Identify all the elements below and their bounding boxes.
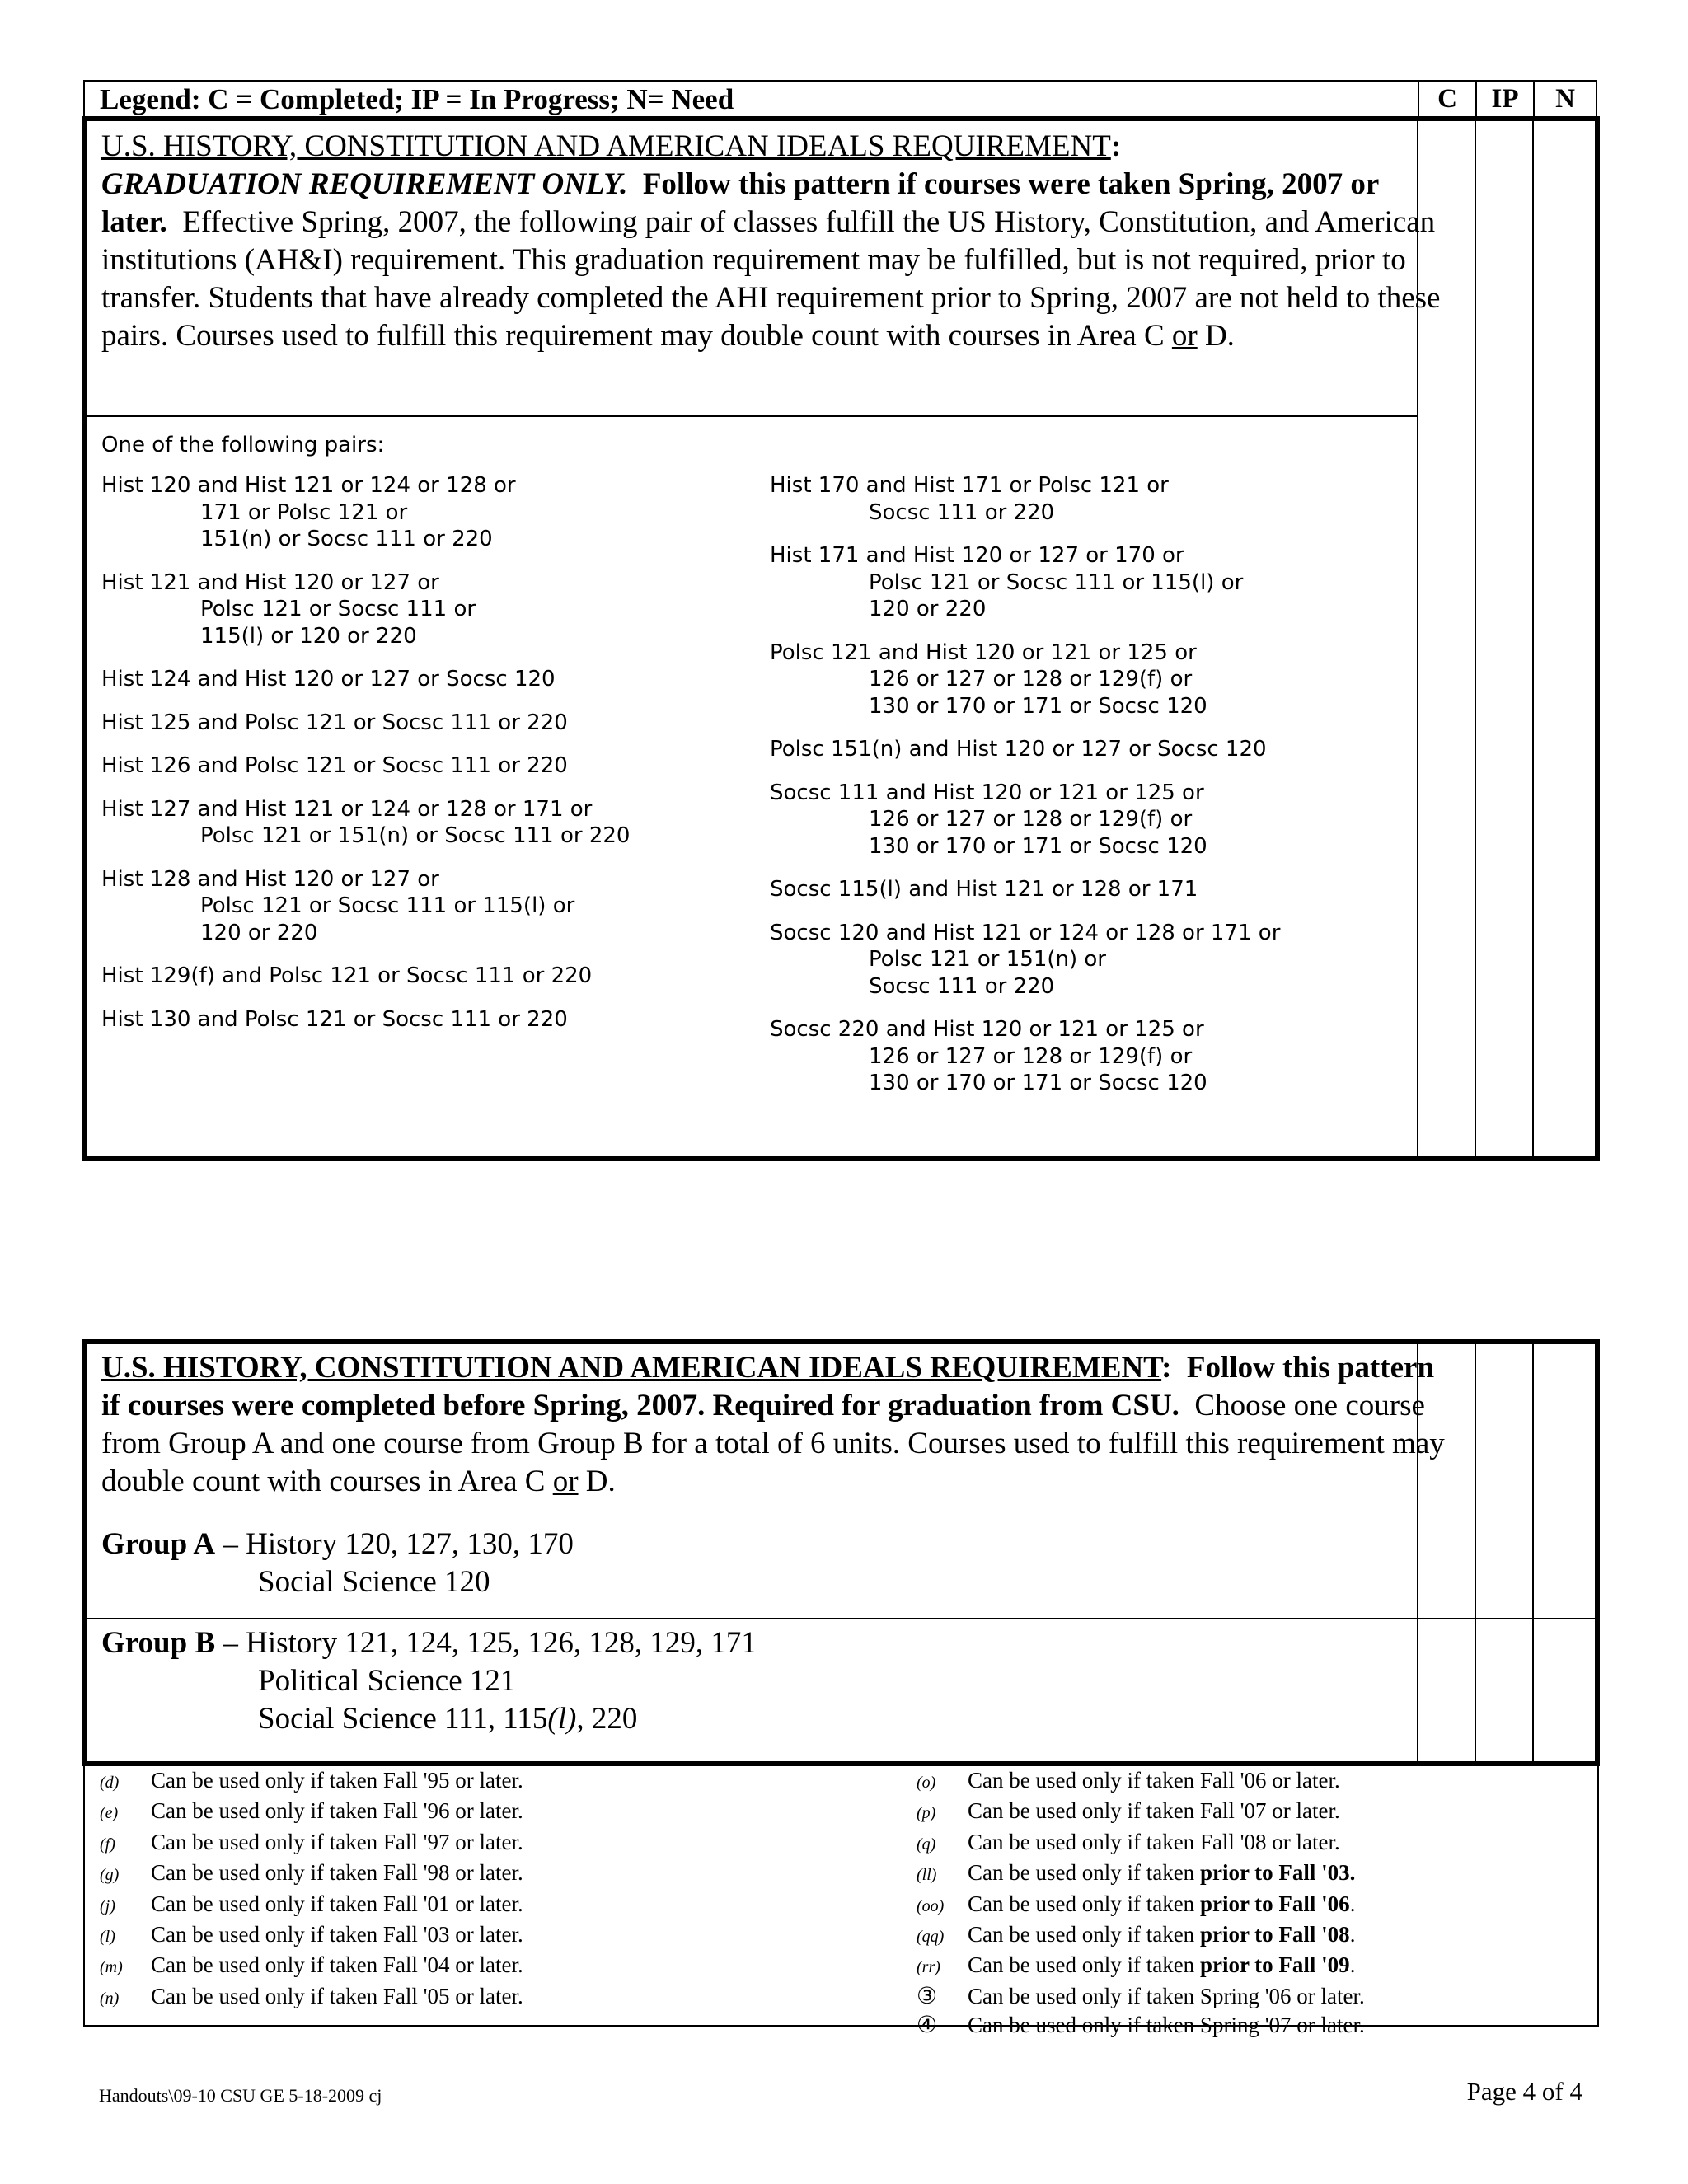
column-header-c: C <box>1418 82 1475 116</box>
footnote-text: Can be used only if taken Fall '07 or later. <box>968 1798 1340 1824</box>
footnote-text: Can be used only if taken Spring '06 or later. <box>968 1983 1365 2008</box>
course-pair-line: Hist 126 and Polsc 121 or Socsc 111 or 220 <box>101 753 568 778</box>
footnote-key: (d) <box>100 1774 120 1792</box>
footnote-emphasis: prior to Fall '06 <box>1199 1891 1350 1916</box>
footnote-row <box>85 1828 523 1858</box>
column-header-n: N <box>1533 82 1596 116</box>
course-pair-line: 126 or 127 or 128 or 129(f) or <box>869 1043 1193 1069</box>
section-divider <box>87 415 1418 417</box>
footnote-emphasis: prior to Fall '03. <box>1199 1860 1356 1886</box>
footnote-row <box>902 2011 1365 2040</box>
footnote-row <box>902 1858 1365 1889</box>
course-pair-line: Hist 130 and Polsc 121 or Socsc 111 or 220 <box>101 1006 568 1032</box>
section1-heading: U.S. HISTORY, CONSTITUTION AND AMERICAN IDEALS REQUIREMENT <box>101 129 1111 163</box>
course-pair-line: Polsc 121 or Socsc 111 or 115(l) or <box>200 893 575 918</box>
course-pair-line: Polsc 121 or Socsc 111 or 115(l) or <box>869 569 1244 595</box>
course-pair-line: Hist 127 and Hist 121 or 124 or 128 or 171 or <box>101 796 593 822</box>
course-pair <box>770 736 1429 763</box>
footnote-text: Can be used only if taken Fall '06 or later. <box>968 1768 1340 1793</box>
course-pair-line: 115(l) or 120 or 220 <box>200 623 417 649</box>
course-pair <box>101 710 761 737</box>
column-header-ip: IP <box>1475 82 1533 116</box>
section1-follow: Follow this pattern if courses were taken Spring, 2007 or later. <box>101 167 1379 239</box>
course-pair-line: 120 or 220 <box>200 920 318 945</box>
course-pair-line: 126 or 127 or 128 or 129(f) or <box>869 667 1193 691</box>
divider-n-column <box>1532 1344 1534 1761</box>
course-pair <box>770 472 1429 526</box>
page-number: Page 4 of 4 <box>1466 2077 1582 2106</box>
footnote-key: (g) <box>100 1866 120 1885</box>
footnote-key: ③ <box>917 1983 938 2009</box>
group-a-label: Group A <box>101 1527 216 1561</box>
footnote-row <box>85 1890 523 1920</box>
course-pair-line: 171 or Polsc 121 or <box>200 499 408 525</box>
course-pair-line: 130 or 170 or 171 or Socsc 120 <box>869 833 1207 859</box>
footnote-key: ④ <box>917 2013 938 2039</box>
course-pair-line: Socsc 111 or 220 <box>869 499 1055 525</box>
footnote-key: (m) <box>100 1958 123 1977</box>
section2-follow: Follow this pattern if courses were completed before Spring, 2007. Required for graduation from CSU. <box>101 1351 1435 1422</box>
course-pair <box>101 866 761 947</box>
course-pair-line: Socsc 120 and Hist 121 or 124 or 128 or 171 or <box>770 920 1281 945</box>
footnote-row <box>902 1920 1365 1951</box>
footnote-row <box>902 1766 1365 1797</box>
course-pair-line: 126 or 127 or 128 or 129(f) or <box>869 807 1193 832</box>
footnote-row <box>85 1858 523 1889</box>
footnote-row <box>85 1920 523 1951</box>
course-pair <box>101 1006 761 1033</box>
footer-file-path: Handouts\09-10 CSU GE 5-18-2009 cj <box>99 2085 382 2106</box>
divider-n-column <box>1532 121 1534 1156</box>
footnote-row <box>902 1797 1365 1827</box>
footnote-row <box>85 1982 523 2013</box>
footnote-emphasis: prior to Fall '08 <box>1199 1922 1350 1947</box>
course-pair-line: Polsc 121 and Hist 120 or 121 or 125 or <box>770 640 1197 665</box>
pairs-left-column <box>101 472 761 1049</box>
footnote-key: (e) <box>100 1804 119 1823</box>
course-pair-line: Polsc 151(n) and Hist 120 or 127 or Socsc 120 <box>770 737 1267 762</box>
course-pair-line: 120 or 220 <box>869 597 987 621</box>
pairs-title: One of the following pairs: <box>101 433 385 457</box>
divider-ip-column <box>1475 121 1476 1156</box>
legend-text: Legend: C = Completed; IP = In Progress; N= Need <box>100 83 734 115</box>
course-pair-line: Polsc 121 or 151(n) or <box>869 947 1106 972</box>
footnote-text: Can be used only if taken Fall '05 or later. <box>151 1983 523 2008</box>
section1-intro: U.S. HISTORY, CONSTITUTION AND AMERICAN IDEALS REQUIREMENT: GRADUATION REQUIREMENT ONLY. Follow this pattern if courses were taken Spring, 2007 or later. Effective Spring, 2007, the following pair of classes fulfill the US History, Constitution, and American institutions (AH&I) requirement. This graduation requirement may be fulfilled, but is not required, prior to transfer. Students that have already completed the AHI requirement prior to Spring, 2007 are not held to these pairs. Courses used to fulfill this requirement may double count with courses in Area C or D. <box>101 129 1441 353</box>
course-pair <box>770 876 1429 903</box>
footnote-row <box>902 1982 1365 2011</box>
course-pair-line: 151(n) or Socsc 111 or 220 <box>200 527 493 551</box>
group-b-history: History 121, 124, 125, 126, 128, 129, 171 <box>246 1626 757 1660</box>
legend-row <box>83 80 1597 118</box>
course-pair-line: Socsc 111 and Hist 120 or 121 or 125 or <box>770 780 1204 805</box>
course-pair-line: Hist 120 and Hist 121 or 124 or 128 or <box>101 473 516 498</box>
footnote-key: (j) <box>100 1896 115 1915</box>
group-a-history: History 120, 127, 130, 170 <box>246 1527 574 1561</box>
footnote-text: Can be used only if taken <box>968 1860 1200 1886</box>
course-pair-line: Hist 129(f) and Polsc 121 or Socsc 111 or 220 <box>101 963 593 988</box>
footnote-text: Can be used only if taken Fall '96 or later. <box>151 1798 523 1824</box>
group-divider <box>87 1618 1595 1619</box>
footnote-key: (ll) <box>917 1866 937 1885</box>
footnote-key: (qq) <box>917 1928 945 1947</box>
footnote-key: (l) <box>100 1928 115 1947</box>
divider-ip-column <box>1475 1344 1476 1761</box>
footnote-key: (oo) <box>917 1896 945 1915</box>
footnote-row <box>902 1951 1365 1981</box>
footnote-text: Can be used only if taken Spring '07 or later. <box>968 2013 1365 2038</box>
footnote-text: Can be used only if taken <box>968 1952 1200 1978</box>
footnote-text: Can be used only if taken Fall '01 or later. <box>151 1891 523 1916</box>
course-pair-line: Hist 170 and Hist 171 or Polsc 121 or <box>770 473 1169 498</box>
course-pair-line: Socsc 115(l) and Hist 121 or 128 or 171 <box>770 877 1198 902</box>
footnote-tail: . <box>1349 1922 1356 1947</box>
footnotes-left-column <box>85 1766 523 2013</box>
footnote-text: Can be used only if taken Fall '08 or later. <box>968 1829 1340 1854</box>
course-pair-line: Hist 125 and Polsc 121 or Socsc 111 or 220 <box>101 710 568 735</box>
section1-body: Effective Spring, 2007, the following pair of classes fulfill the US History, Constitution, and American institutions (AH&I) requirement. This graduation requirement may be fulfilled, but is not required, prior to transfer. Students that have already completed the AHI requirement prior to Spring, 2007 are not held to these pairs. Courses used to fulfill this requirement may double count with courses in Area C <box>101 205 1441 353</box>
footnote-row <box>85 1951 523 1981</box>
footnote-text: Can be used only if taken <box>968 1922 1200 1947</box>
course-pair-line: Polsc 121 or 151(n) or Socsc 111 or 220 <box>200 823 631 848</box>
course-pair <box>101 472 761 553</box>
course-pair <box>101 569 761 650</box>
section-pre-2007-requirement <box>82 1339 1600 1766</box>
course-pair <box>101 666 761 693</box>
section2-intro: U.S. HISTORY, CONSTITUTION AND AMERICAN IDEALS REQUIREMENT: Follow this pattern if courses were completed before Spring, 2007. Required for graduation from CSU. Choose one course from Group A and one course from Group B for a total of 6 units. Courses used to fulfill this requirement may double count with courses in Area C or D. <box>101 1351 1445 1498</box>
footnote-key: (o) <box>917 1774 936 1792</box>
course-pair <box>770 920 1429 1001</box>
course-pair-line: Hist 171 and Hist 120 or 127 or 170 or <box>770 543 1184 568</box>
footnote-text: Can be used only if taken Fall '98 or later. <box>151 1860 523 1886</box>
section-post-2007-requirement <box>82 116 1600 1161</box>
footnote-row <box>902 1828 1365 1858</box>
footnote-tail: . <box>1349 1891 1356 1916</box>
footnote-text: Can be used only if taken <box>968 1891 1200 1916</box>
course-pair <box>101 963 761 990</box>
course-pair-line: Polsc 121 or Socsc 111 or <box>200 597 476 621</box>
course-pair-line: Socsc 220 and Hist 120 or 121 or 125 or <box>770 1017 1204 1042</box>
group-a-social-science: Social Science 120 <box>258 1565 490 1599</box>
footnote-row <box>85 1797 523 1827</box>
pairs-right-column <box>770 472 1429 1113</box>
footnote-key: (f) <box>100 1835 115 1854</box>
course-pair <box>770 1016 1429 1097</box>
footnote-emphasis: prior to Fall '09 <box>1199 1952 1350 1978</box>
course-pair-line: 130 or 170 or 171 or Socsc 120 <box>869 693 1207 719</box>
group-a: Group A – History 120, 127, 130, 170 Social Science 120 <box>101 1526 574 1601</box>
footnotes-box <box>83 1765 1599 2039</box>
graduation-only: GRADUATION REQUIREMENT ONLY. <box>101 167 628 201</box>
group-b: Group B – History 121, 124, 125, 126, 128, 129, 171 Political Science 121 Social Science 111, 115(l), 220 <box>101 1624 757 1738</box>
footnote-text: Can be used only if taken Fall '95 or later. <box>151 1768 523 1793</box>
section2-heading: U.S. HISTORY, CONSTITUTION AND AMERICAN IDEALS REQUIREMENT <box>101 1351 1162 1385</box>
course-pair-line: Socsc 111 or 220 <box>869 973 1055 999</box>
footnote-text: Can be used only if taken Fall '03 or later. <box>151 1922 523 1947</box>
course-pair-line: 130 or 170 or 171 or Socsc 120 <box>869 1071 1207 1095</box>
section2-body: Choose one course from Group A and one course from Group B for a total of 6 units. Courses used to fulfill this requirement may double count with courses in Area C <box>101 1389 1445 1498</box>
course-pair-line: Hist 121 and Hist 120 or 127 or <box>101 569 439 595</box>
course-pair <box>770 640 1429 720</box>
group-b-label: Group B <box>101 1626 216 1660</box>
footnote-key: (p) <box>917 1804 936 1823</box>
footnote-key: (rr) <box>917 1958 940 1977</box>
footnote-key: (n) <box>100 1989 120 2008</box>
footnote-tail: . <box>1349 1952 1356 1978</box>
course-pair <box>101 752 761 780</box>
course-pair-line: Hist 128 and Hist 120 or 127 or <box>101 866 439 892</box>
footnote-text: Can be used only if taken Fall '97 or later. <box>151 1829 523 1854</box>
footnote-key: (q) <box>917 1835 936 1854</box>
footnotes-right-column <box>902 1766 1365 2041</box>
group-b-social-science: Social Science 111, 115(l), 220 <box>258 1702 638 1736</box>
group-b-political-science: Political Science 121 <box>258 1664 516 1698</box>
footnote-row <box>85 1766 523 1797</box>
footnote-text: Can be used only if taken Fall '04 or later. <box>151 1952 523 1978</box>
course-pair-line: Hist 124 and Hist 120 or 127 or Socsc 120 <box>101 667 556 691</box>
footnote-row <box>902 1890 1365 1920</box>
course-pair <box>101 796 761 850</box>
course-pair <box>770 780 1429 860</box>
course-pair <box>770 542 1429 623</box>
